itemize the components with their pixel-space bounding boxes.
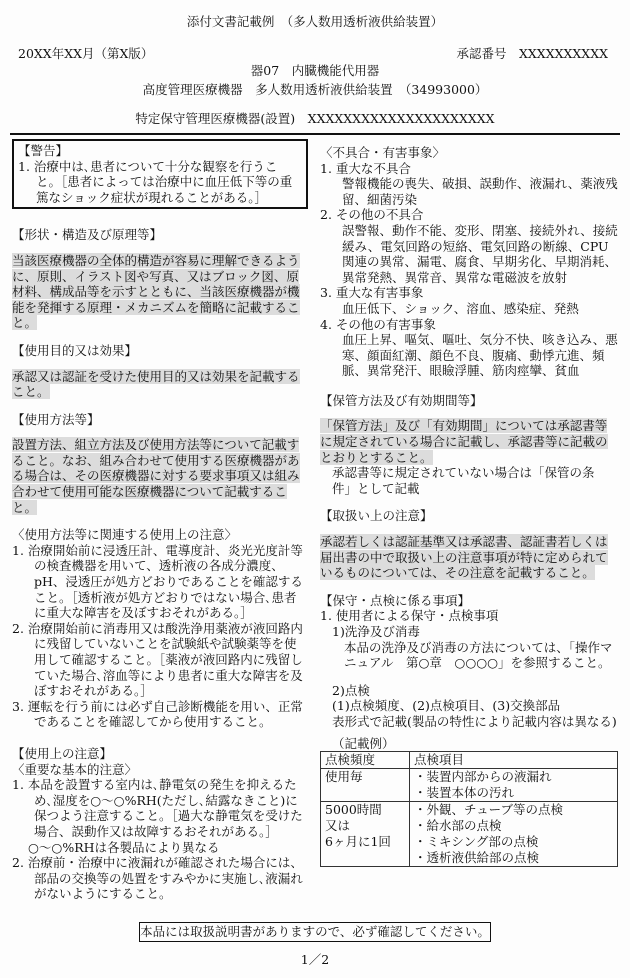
cleaning-text: 本品の洗浄及び消毒の方法については、「操作マニュアル 第○章 ○○○○」を参照すること。 [344, 639, 613, 671]
special-maintenance: 特定保守管理医療機器(設置) XXXXXXXXXXXXXXXXXXXXX [135, 111, 495, 127]
purpose-heading: 【使用目的又は効果】 [12, 342, 138, 358]
adverse-item-title: 3. 重大な有害事象 [320, 285, 424, 301]
inspection-table [320, 751, 618, 867]
table-cell: 5000時間 [325, 802, 382, 818]
table-cell: ・外観、チューブ等の点検 [414, 802, 564, 818]
table-cell: 使用毎 [325, 769, 363, 785]
purpose-text: 承認又は認証を受けた使用目的又は効果を記載すること。 [12, 368, 300, 400]
handling-heading: 【取扱い上の注意】 [320, 508, 433, 524]
adverse-item-text: 警報機能の喪失、破損、誤動作、液漏れ、薬液残留、細菌汚染 [342, 176, 618, 207]
adverse-item-title: 2. その他の不具合 [320, 207, 424, 223]
inspection-line: 表形式で記載(製品の特性により記載内容は異なる) [332, 713, 617, 729]
precautions-subheading: 〈重要な基本的注意〉 [12, 761, 138, 777]
table-cell: 又は [325, 818, 351, 834]
document-title: 添付文書記載例 （多人数用透析液供給装置） [186, 14, 444, 29]
storage-heading: 【保管方法及び有効期間等】 [320, 392, 483, 408]
table-row [321, 769, 618, 802]
adverse-item-text: 血圧低下、ショック、溶血、感染症、発熱 [342, 300, 579, 316]
usage-notes-heading: 〈使用方法等に関連する使用上の注意〉 [12, 527, 238, 543]
device-category: 器07 内臓機能代用器 [250, 63, 380, 79]
date-version: 20XX年XX月（第X版） [18, 45, 154, 61]
maintenance-item: 1. 使用者による保守・点検事項 [320, 608, 499, 624]
handling-text: 承認若しくは認証基準又は承認書、認証書若しくは届出書の中で取扱い上の注意事項が特に定められているものについては、その注意を記載すること。 [320, 534, 608, 581]
device-classification: 高度管理医療機器 多人数用透析液供給装置 （34993000） [142, 81, 488, 97]
header-divider [10, 133, 620, 135]
usage-heading: 【使用方法等】 [12, 411, 100, 427]
usage-text: 設置方法、組立方法及び使用方法等について記載すること。なお、組み合わせて使用する医療機器がある場合は、その医療機器に対する要求事項又は組み合わせて使用可能な医療機器について記載すること。 [12, 437, 300, 515]
usage-note-item: 2. 治療開始前に消毒用又は酸洗浄用薬液が液回路内に残留していないことを試験紙や試験薬等を使用して確認すること。［薬液が液回路内に残留していた場合､溶血等により患者に重大な障害を及ぼすおそれがある。］ [12, 620, 303, 699]
manual-notice: 本品には取扱説明書がありますので、必ず確認してください。 [139, 922, 491, 942]
inspection-title: 2)点検 [332, 682, 370, 698]
table-header: 点検項目 [410, 752, 618, 769]
adverse-item [320, 285, 618, 316]
storage-text: 「保管方法」及び「有効期間」については承認書等に規定されている場合に記載し、承認書等に記載のとおりとすること。 [320, 418, 608, 465]
shape-text: 当該医療機器の全体的構造が容易に理解できるように、原則、イラスト図や写真、又はブロック図、原材料、構成品等を示すとともに、当該医療機器が機能を発揮する原理・メカニズムを簡略に記載すること。 [12, 252, 300, 331]
precaution-note: ○～○%RHは各製品により異なる [28, 839, 220, 855]
usage-note-item: 1. 治療開始前に浸透圧計、電導度計、炎光光度計等の検査機器を用いて、透析液の各成分濃度、pH、浸透圧が処方どおりであることを確認すること。［透析液が処方どおりではない場合､患者に重大な障害を及ぼすおそれがある。］ [12, 542, 303, 621]
cleaning-title: 1)洗浄及び消毒 [332, 624, 420, 639]
warning-heading: 【警告】 [18, 142, 69, 158]
table-row [321, 802, 618, 867]
storage-note: 承認書等に規定されていない場合は「保管の条件」として記載 [332, 465, 595, 496]
warning-box [12, 139, 308, 209]
table-cell: ・装置内部からの液漏れ [414, 769, 552, 785]
table-header: 点検頻度 [321, 752, 410, 769]
shape-heading: 【形状・構造及び原理等】 [12, 227, 163, 243]
table-header-row [321, 752, 618, 769]
inspection-line: (1)点検頻度、(2)点検項目、(3)交換部品 [332, 698, 561, 714]
approval-number: 承認番号 XXXXXXXXXX [456, 45, 608, 61]
adverse-item-text: 血圧上昇、嘔気、嘔吐、気分不快、咳き込み、悪寒、顔面紅潮、顔色不良、腹痛、動悸亢進、頻脈、異常発汗、眼瞼浮腫、筋肉痙攣、貧血 [342, 332, 618, 379]
precautions-heading: 【使用上の注意】 [12, 745, 113, 761]
adverse-heading: 〈不具合・有害事象〉 [320, 144, 446, 160]
example-label: （記載例） [332, 735, 395, 751]
adverse-item [320, 207, 618, 285]
table-cell: 6ヶ月に1回 [325, 834, 391, 850]
adverse-item-title: 4. その他の有害事象 [320, 316, 436, 332]
table-cell: ・ミキシング部の点検 [414, 834, 539, 850]
precaution-item: 2. 治療前・治療中に液漏れが確認された場合には、部品の交換等の処置をすみやかに実施し､液漏れがないようにすること。 [12, 855, 303, 902]
table-cell: ・給水部の点検 [414, 818, 502, 834]
table-cell: ・透析液供給部の点検 [414, 850, 540, 866]
adverse-item-title: 1. 重大な不具合 [320, 160, 411, 176]
precaution-item: 1. 本品を設置する室内は､静電気の発生を抑えるため､湿度を○～○%RH(ただし､結露なきこと)に保つよう注意すること。［過大な静電気を受けた場合、誤動作又は故障するおそれがある。］ [12, 777, 303, 839]
table-cell: ・装置本体の汚れ [414, 785, 515, 801]
warning-item: 1. 治療中は､患者について十分な観察を行うこと。［患者によっては治療中に血圧低下等の重篤なショック症状が現れることがある。］ [18, 158, 293, 205]
page-number: 1／2 [300, 951, 330, 967]
adverse-item [320, 161, 618, 208]
adverse-item-text: 誤警報、動作不能、変形、閉塞、接続外れ、接続緩み、電気回路の短絡、電気回路の断線、CPU関連の異常、漏電、腐食、早期劣化、早期消耗、異常発熱、異常音、異常な電磁波を放射 [342, 222, 618, 285]
usage-note-item: 3. 運転を行う前には必ず自己診断機能を用い、正常であることを確認してから使用すること。 [12, 698, 303, 730]
maintenance-heading: 【保守・点検に係る事項】 [320, 592, 471, 608]
adverse-item [320, 317, 618, 379]
